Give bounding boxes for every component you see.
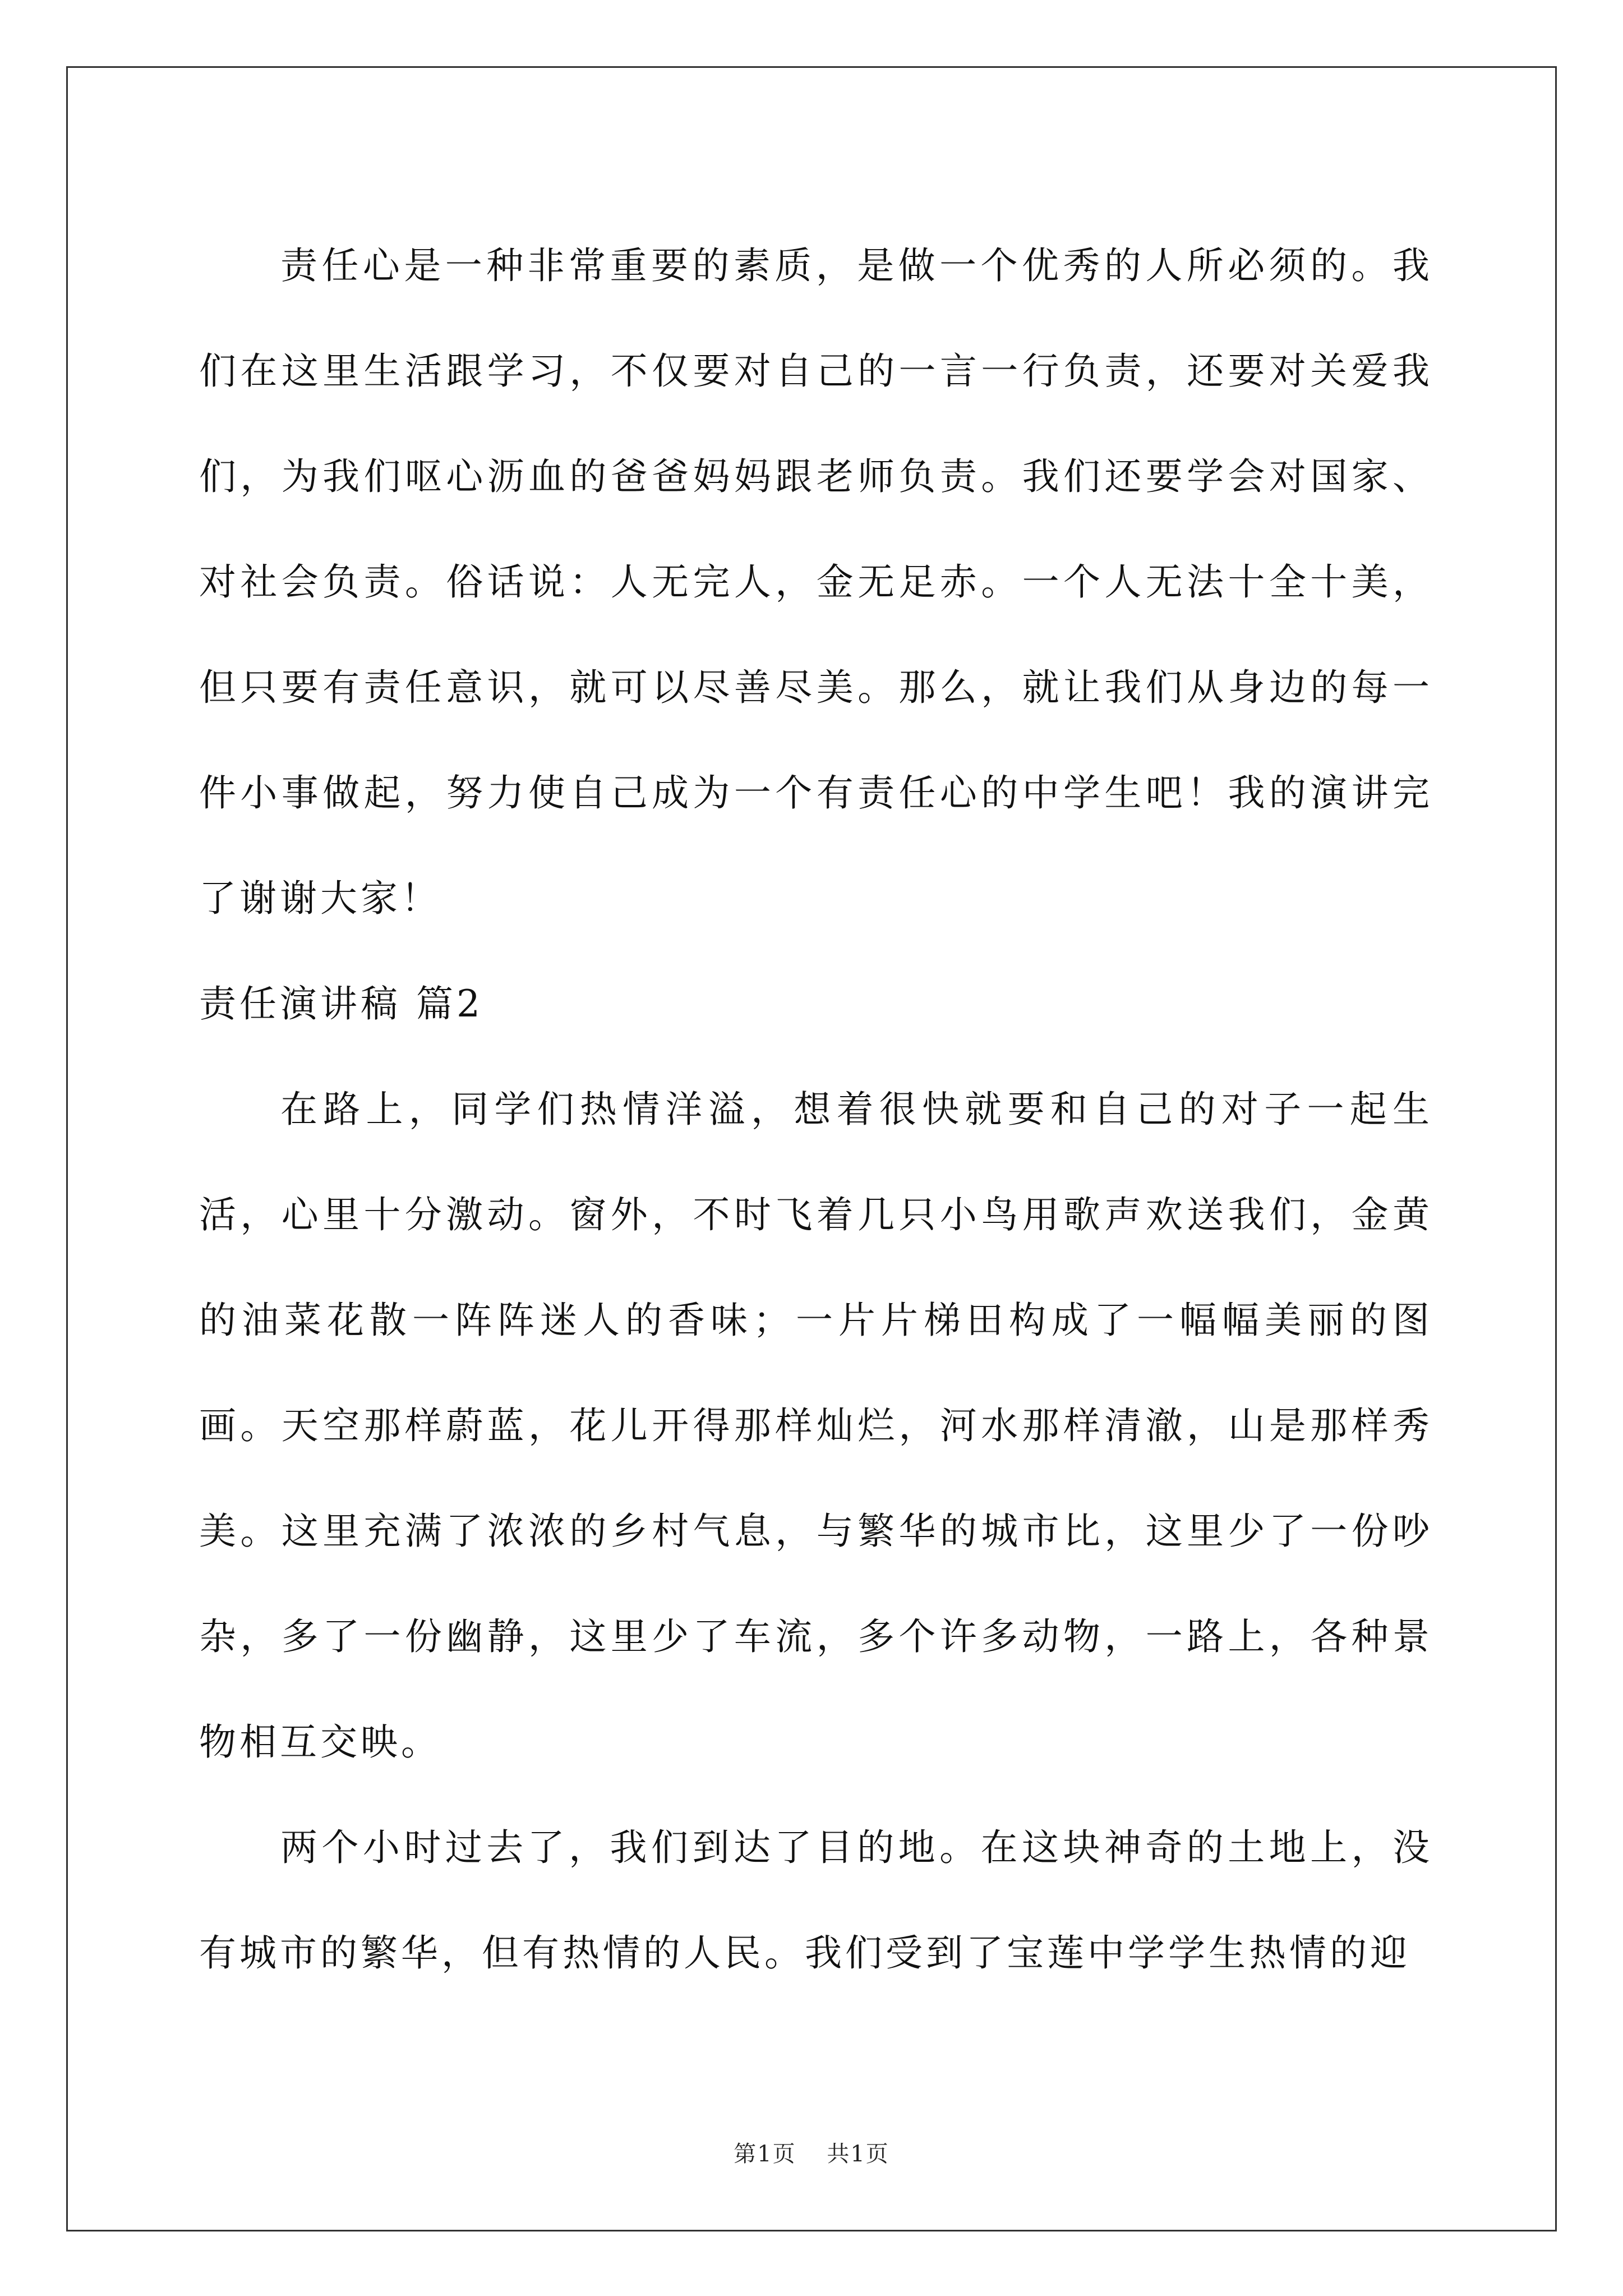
page-number: 第1页 xyxy=(734,2141,796,2167)
paragraph-1: 责任心是一种非常重要的素质，是做一个优秀的人所必须的。我们在这里生活跟学习，不仅要对自己的一言一行负责，还要对关爱我们，为我们呕心沥血的爸爸妈妈跟老师负责。我们还要学会对国家、对社会负责。俗话说：人无完人，金无足赤。一个人无法十全十美，但只要有责任意识，就可以尽善尽美。那么，就让我们从身边的每一件小事做起，努力使自己成为一个有责任心的中学生吧！我的演讲完了谢谢大家！ xyxy=(199,244,1433,920)
section-heading: 责任演讲稿 篇2 xyxy=(199,982,483,1025)
document-body xyxy=(199,213,1433,2006)
paragraph-3: 两个小时过去了，我们到达了目的地。在这块神奇的土地上，没有城市的繁华，但有热情的人民。我们受到了宝莲中学学生热情的迎 xyxy=(199,1826,1433,1975)
paragraph-2: 在路上，同学们热情洋溢，想着很快就要和自己的对子一起生活，心里十分激动。窗外，不时飞着几只小鸟用歌声欢送我们，金黄的油菜花散一阵阵迷人的香味；一片片梯田构成了一幅幅美丽的图画。天空那样蔚蓝，花儿开得那样灿烂，河水那样清澈，山是那样秀美。这里充满了浓浓的乡村气息，与繁华的城市比，这里少了一份吵杂，多了一份幽静，这里少了车流，多个许多动物，一路上，各种景物相互交映。 xyxy=(199,1088,1433,1764)
page-total: 共1页 xyxy=(827,2141,889,2167)
page-footer xyxy=(0,2136,1623,2168)
